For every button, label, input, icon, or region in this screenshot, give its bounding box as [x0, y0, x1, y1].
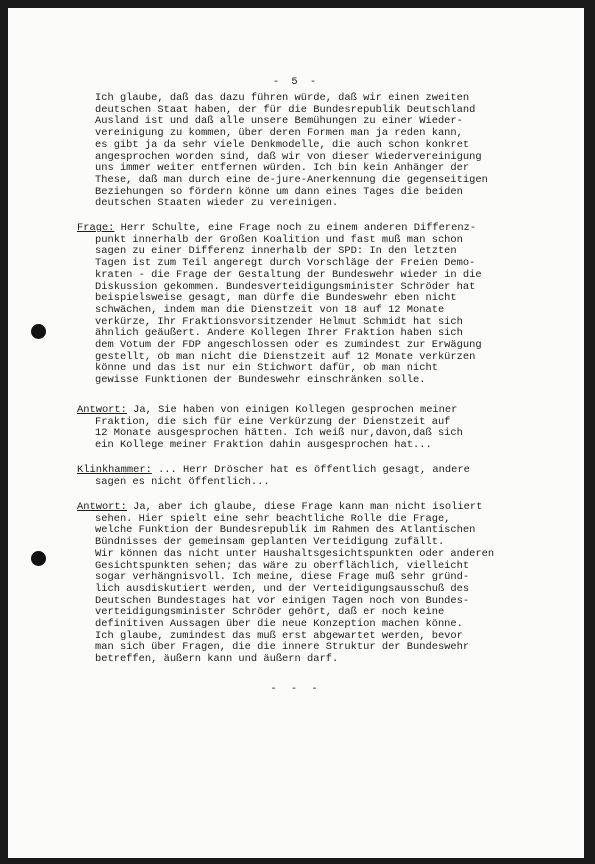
text-line: Ich glaube, daß das dazu führen würde, daß wir einen zweiten: [95, 92, 470, 104]
question-paragraph: [77, 223, 482, 387]
text-line: Beziehungen so fördern könne um dann eines Tages die beiden: [95, 185, 463, 198]
text-line: sogar verhängnisvoll. Ich meine, diese Frage muß sehr gründ-: [95, 571, 470, 584]
text-line: schwächen, indem man die Dienstzeit von 18 auf 12 Monate: [95, 303, 445, 316]
text-line: 12 Monate ausgesprochen hätten. Ich weiß nur,davon,daß sich: [95, 427, 463, 440]
text-line: Ja, aber ich glaube, diese Frage kann man nicht isoliert: [126, 501, 483, 513]
text-line: gestellt, ob man nicht die Dienstzeit auf 12 Monate verkürzen: [95, 350, 476, 363]
interjection-paragraph: [77, 465, 470, 488]
text-line: punkt innerhalb der Großen Koalition und fast muß man schon: [95, 233, 463, 246]
page-number: - 5 -: [272, 76, 320, 88]
text-line: These, daß man durch eine de-jure-Anerkennung die gegenseitigen: [95, 173, 488, 186]
paragraph: [95, 93, 488, 210]
text-line: deutschen Staat haben, der für die Bundesrepublik Deutschland: [95, 103, 476, 116]
text-line: Wir können das nicht unter Haushaltsgesichtspunkten oder anderen: [95, 547, 495, 560]
text-line: Deutschen Bundestages hat vor einigen Tagen noch von Bundes-: [95, 594, 470, 607]
text-line: verteidigungsminister Schröder gehört, daß er noch keine: [95, 606, 445, 619]
text-line: beispielsweise gesagt, man dürfe die Bundeswehr eben nicht: [95, 292, 457, 305]
text-line: sagen zu einer Differenz innerhalb der SPD: In den letzten: [95, 245, 457, 258]
end-mark: - - -: [270, 683, 322, 695]
text-line: sehen. Hier spielt eine sehr beachtliche Rolle die Frage,: [95, 512, 451, 525]
text-line: Tagen ist zum Teil angeregt durch Vorschläge der Freien Demo-: [95, 257, 476, 270]
text-line: dem Votum der FDP angeschlossen oder es zumindest zur Erwägung: [95, 339, 482, 352]
answer-paragraph: [77, 502, 494, 666]
text-line: Ausland ist und daß alle unsere Bemühungen zu einer Wieder-: [95, 115, 463, 128]
text-line: vereinigung zu kommen, über deren Formen man ja reden kann,: [95, 127, 463, 140]
text-line: ... Herr Dröscher hat es öffentlich gesagt, andere: [151, 464, 470, 476]
text-line: es gibt ja da sehr viele Denkmodelle, die auch schon konkret: [95, 138, 470, 151]
punch-hole: [31, 324, 46, 339]
punch-hole: [31, 551, 46, 566]
answer-paragraph: [77, 405, 463, 452]
text-line: könne und das ist nur ein Stichwort dafür, ob man nicht: [95, 362, 438, 375]
text-line: Gesichtspunkten sehen; das wäre zu oberflächlich, vielleicht: [95, 559, 470, 572]
speaker-label: Antwort:: [77, 404, 127, 416]
speaker-label: Klinkhammer:: [77, 464, 152, 476]
text-line: kraten - die Frage der Gestaltung der Bundeswehr wieder in die: [95, 268, 482, 281]
text-line: lich ausdiskutiert werden, und der Verteidigungsausschuß des: [95, 582, 470, 595]
text-line: Bündnisses der gemeinsam geplanten Verteidigung zufällt.: [95, 536, 445, 549]
text-line: definitiven Aussagen über die neue Konzeption machen könne.: [95, 618, 463, 631]
text-line: ähnlich geäußert. Andere Kollegen Ihrer Fraktion haben sich: [95, 327, 463, 340]
text-line: uns immer weiter entfernen würden. Ich bin kein Anhänger der: [95, 162, 470, 175]
text-line: gewisse Funktionen der Bundeswehr einschränken solle.: [95, 374, 426, 387]
text-line: Ich glaube, zumindest das muß erst abgewartet werden, bevor: [95, 629, 463, 642]
text-line: man sich über Fragen, die die innere Struktur der Bundeswehr: [95, 641, 470, 654]
text-line: ein Kollege meiner Fraktion dahin ausgesprochen hat...: [95, 439, 432, 452]
text-line: Diskussion gekommen. Bundesverteidigungsminister Schröder hat: [95, 280, 476, 293]
text-line: angesprochen worden sind, daß wir von dieser Wiedervereinigung: [95, 150, 482, 163]
text-line: betreffen, äußern kann und äußern darf.: [95, 653, 339, 666]
text-line: verkürze, Ihr Fraktionsvorsitzender Helmut Schmidt hat sich: [95, 315, 463, 328]
text-line: welche Funktion der Bundesrepublik im Rahmen des Atlantischen: [95, 524, 476, 537]
speaker-label: Frage:: [77, 222, 115, 234]
text-line: deutschen Staaten wieder zu vereinigen.: [95, 197, 339, 210]
text-line: Fraktion, die sich für eine Verkürzung der Dienstzeit auf: [95, 415, 451, 428]
text-line: Herr Schulte, eine Frage noch zu einem anderen Differenz-: [114, 222, 477, 234]
text-line: Ja, Sie haben von einigen Kollegen gesprochen meiner: [126, 404, 458, 416]
document-page: [8, 8, 584, 858]
text-line: sagen es nicht öffentlich...: [95, 475, 270, 488]
speaker-label: Antwort:: [77, 501, 127, 513]
